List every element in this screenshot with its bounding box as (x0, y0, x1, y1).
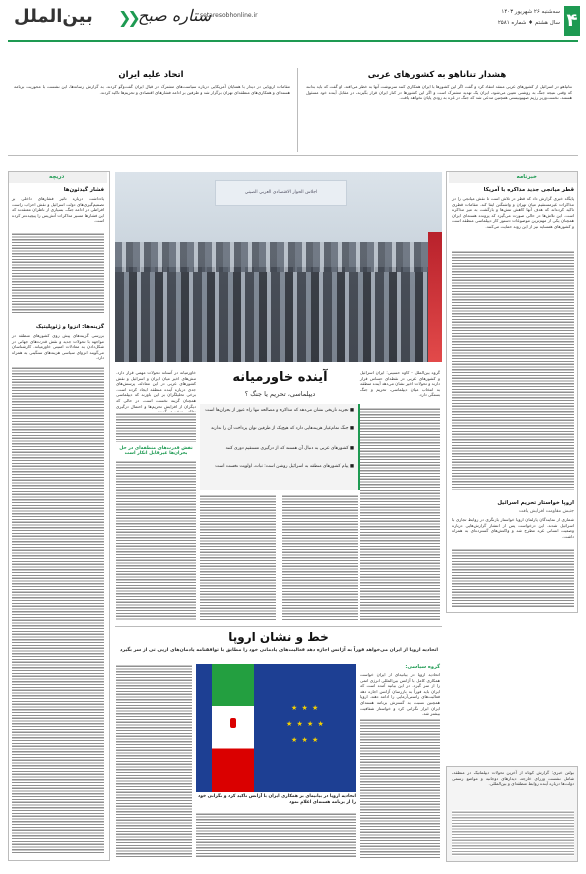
news-text-lines (452, 250, 574, 490)
eu-stars: ★ ★ ★ ★ (286, 720, 325, 728)
column-rule (297, 68, 298, 152)
website-url[interactable]: setaresobhonline.ir (200, 12, 258, 19)
byline: گروه سیاسی: (405, 664, 440, 670)
bullet-item: ■ تجربه تاریخی نشان می‌دهد که مذاکره و مصالحه تنها راه عبور از بحران‌ها است (205, 408, 354, 413)
flags-photo (196, 664, 356, 792)
section-title: بین‌الملل (14, 6, 93, 27)
note-title: فشار گیدئون‌ها (63, 187, 104, 193)
bullet-text: پیام کشورهای منطقه به اسرائیل روشن است: ثبات، اولویت نخست است (215, 464, 349, 469)
main-text-lines (116, 412, 196, 442)
eu-flag (266, 664, 356, 792)
news-header (449, 172, 577, 183)
bottom-body: اتحادیه اروپا در بیانیه‌ای از ایران خواست همکاری کامل با آژانس بین‌المللی انرژی اتمی را از سر گیرد. در این بیانیه آمده است که ایران باید فوراً به بازرسان آژانس اجازه دهد فعالیت‌های راستی‌آزمایی را ادامه دهند. اروپا همچنین نسبت به گسترش برنامه هسته‌ای ایران ابراز نگرانی کرد و خواستار شفافیت بیشتر شد. (360, 672, 440, 717)
iran-flag (212, 664, 254, 792)
bullet-text: جنگ تمام‌عیار هزینه‌هایی دارد که هیچ‌یک از طرفین توان پرداخت آن را ندارند (211, 426, 349, 431)
news-title: قطر میانجی جدید مذاکره با آمریکا (483, 187, 574, 193)
news-label: خبرنامه (516, 174, 537, 180)
story-body: مقامات اروپایی در دیدار با همتایان آمریکایی درباره سیاست‌های مشترک در قبال ایران گفت‌وگو کردند. به گزارش رسانه‌ها، این نشست با محوریت برنامه هسته‌ای و همکاری‌های منطقه‌ای تهران برگزار شد و طرفین بر ادامه فشارهای اقتصادی و تحریم‌ها تاکید کردند. (14, 84, 290, 95)
note-title: گزینه‌ها: انزوا و ژئوپلیتیک (35, 324, 104, 330)
notes-header (9, 172, 107, 183)
audience (115, 267, 442, 362)
newspaper-logo: ستاره صبح (138, 6, 212, 25)
news-subtitle: جنبش مقاومت افزایش یافت (518, 509, 574, 514)
news-body: شماری از نمایندگان پارلمان اروپا خواستار بازنگری در روابط تجاری با اسرائیل شدند. این درخواست پس از انتشار گزارش‌هایی درباره وضعیت انسانی غزه مطرح شد و واکنش‌های گسترده‌ای به همراه داشت. (452, 517, 574, 539)
chevron-icon: ❮❮ (118, 8, 137, 27)
note-text-lines (12, 366, 104, 854)
pull-quote: نقش قدرت‌های منطقه‌ای در حل بحران‌ها غیرقابل انکار است (119, 446, 193, 456)
bottom-headline: خط و نشان اروپا (228, 630, 329, 644)
news-title: اروپا خواستار تحریم اسرائیل (497, 500, 574, 506)
main-text-lines (116, 460, 196, 620)
bullet-text: تجربه تاریخی نشان می‌دهد که مذاکره و مصالحه تنها راه عبور از بحران‌ها است (205, 408, 349, 413)
main-text-lines (200, 494, 276, 620)
banner-text: اجلاس الحوار الاقتصادي العربي الصيني (215, 180, 347, 206)
main-body: خاورمیانه در آستانه تحولات مهمی قرار دارد. تنش‌های اخیر میان ایران و اسرائیل و نقش کشورهای عربی در این معادله، پرسش‌های جدی درباره آینده منطقه ایجاد کرده است. برخی تحلیلگران بر این باورند که دیپلماسی همچنان گزینه نخست است، در حالی که دیگران از افزایش تحریم‌ها و احتمال درگیری (116, 370, 196, 409)
main-text-lines (282, 494, 358, 620)
story-headline: هشدار تناناهو به کشورهای عربی (367, 70, 507, 80)
main-subtitle: دیپلماسی، تحریم یا جنگ ؟ (244, 390, 316, 398)
eu-stars: ★ ★ ★ (291, 704, 320, 712)
eu-stars: ★ ★ ★ (291, 736, 320, 744)
info-box-text: بولتن خبری: گزارش کوتاه از آخرین تحولات دیپلماتیک در منطقه، شامل نشست وزرای خارجه، دیدارهای دوجانبه و مواضع رسمی دولت‌ها درباره آینده روابط منطقه‌ای و بین‌المللی. (452, 770, 574, 787)
story-headline: اتحاد علیه ایران (118, 70, 184, 80)
note-text-lines (12, 232, 104, 314)
audience-back (115, 242, 442, 272)
photo-caption: اتحادیه اروپا در بیانیه‌ای بر همکاری ایران با آژانس تاکید کرد و نگرانی خود را از برنامه هسته‌ای اعلام نمود (197, 794, 356, 805)
divider (115, 626, 442, 627)
issue-number: سال هشتم ♦ شماره ۲۵۸۱ (497, 20, 560, 26)
red-flag (428, 232, 442, 362)
bullet-item: ■ پیام کشورهای منطقه به اسرائیل روشن است: ثبات، اولویت نخست است (215, 464, 354, 469)
story-body: نتانیاهو در اسرائیل از کشورهای عربی منتقد انتقاد کرد و گفت اگر این کشورها با ایران همکاری کنند سرنوشت آنها به خطر می‌افتد. او گفت که باید بدانند که وقتی نتیجه جنگ به روشنی تعیین می‌شود، ایران یک تهدید مشترک است و اگر این کشورها در کنار ایران قرار بگیرند، در مقابل آینده خود مسئول هستند. نخست‌وزیر رژیم صهیونیستی همچنین مدعی شد که جنگ در غزه به زودی پایان نخواهد یافت. (306, 84, 572, 101)
page-number: ۴ (564, 6, 580, 36)
bottom-text-lines (360, 718, 440, 858)
flag-emblem (230, 718, 236, 728)
info-text-lines (452, 810, 574, 856)
bullet-item: ■ کشورهای عربی به دنبال آن هستند که از درگیری مستقیم دوری کنند (225, 446, 354, 451)
main-lead: گروه بین‌الملل - کاوه حسینی: ایران اسرائیل و کشورهای عربی در نقطه‌ای حساس قرار دارند و تحولات اخیر نشان می‌دهد آینده منطقه به انتخاب میان دیپلماسی، تحریم و جنگ بستگی دارد. (360, 370, 440, 398)
bottom-text-lines (196, 812, 356, 858)
news-body: پایگاه خبری گزارش داد که قطر در تلاش است تا نقش میانجی را در مذاکرات غیرمستقیم میان تهران و واشنگتن ایفا کند. مقامات قطری تاکید کرده‌اند که هدف آنها کاهش تنش‌ها و بازگشت به میز مذاکره است. این تلاش‌ها در حالی صورت می‌گیرد که پرونده هسته‌ای ایران همچنان یکی از مهم‌ترین موضوعات دستور کار دیپلماسی منطقه است و کشورهای همسایه نیز از این روند حمایت می‌کنند. (452, 196, 574, 229)
notes-label: دریچه (49, 174, 65, 180)
bullet-text: کشورهای عربی به دنبال آن هستند که از درگیری مستقیم دوری کنند (225, 446, 349, 451)
bullet-box (200, 404, 360, 490)
dateline: سه‌شنبه ۲۶ شهریور ۱۴۰۳ (501, 9, 560, 15)
bullet-item: ■ جنگ تمام‌عیار هزینه‌هایی دارد که هیچ‌یک از طرفین توان پرداخت آن را ندارند (211, 426, 354, 431)
bottom-subtitle: اتحادیه اروپا از ایران می‌خواهد فوراً به آژانس اجازه دهد فعالیت‌های پادمانی خود را مطابق با توافقنامه پادمان‌های ارپی تی از سر بگیرد (119, 648, 439, 653)
main-headline: آینده خاورمیانه (232, 370, 328, 385)
note-body: یادداشت درباره تاثیر فشارهای داخلی بر تصمیم‌گیری‌های دولت اسرائیل و نقش احزاب راست افراطی در ادامه جنگ. بسیاری از ناظران معتقدند که این فشارها مسیر مذاکرات آتش‌بس را پیچیده‌تر کرده است. (12, 196, 104, 224)
note-body: بررسی گزینه‌های پیش روی کشورهای منطقه در مواجهه با تحولات جدید و نقش قدرت‌های جهانی در شکل‌دادن به معادلات امنیتی خاورمیانه. کارشناسان می‌گویند انزوای سیاسی هزینه‌های سنگینی به همراه دارد. (12, 333, 104, 361)
header-rule (8, 40, 578, 42)
conference-photo (115, 172, 442, 362)
news-text-lines (452, 548, 574, 608)
main-text-lines (360, 407, 440, 621)
bottom-text-lines (116, 664, 192, 858)
divider (8, 155, 578, 156)
